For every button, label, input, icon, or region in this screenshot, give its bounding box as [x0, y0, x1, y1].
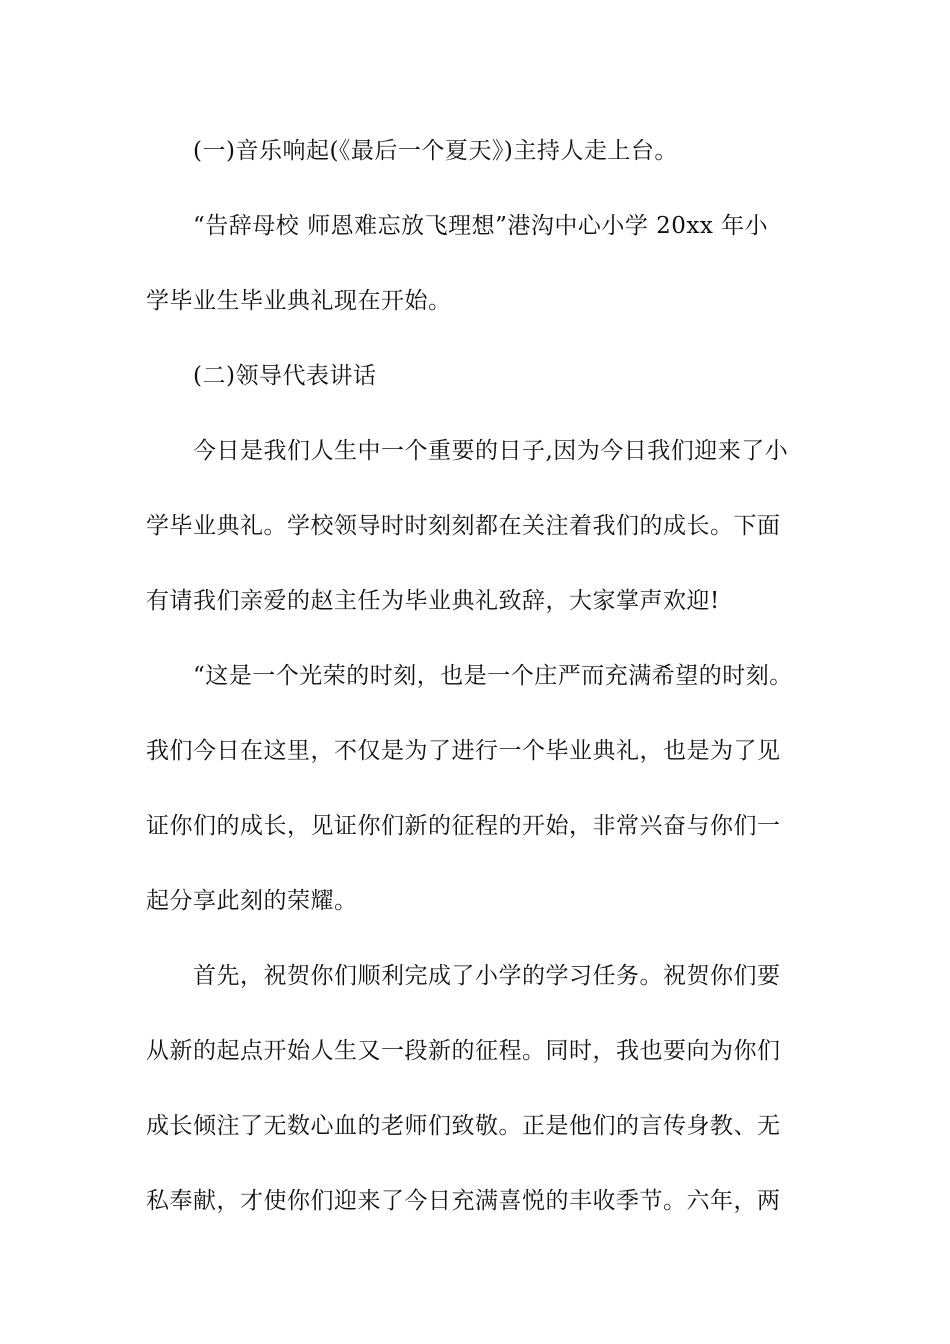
- text-line-5: 今日是我们人生中一个重要的日子,因为今日我们迎来了小: [193, 438, 789, 464]
- text-line-11: 起分享此刻的荣耀。: [146, 888, 358, 914]
- text-line-14: 成长倾注了无数心血的老师们致敬。正是他们的言传身教、无: [146, 1113, 781, 1139]
- text-line-12: 首先，祝贺你们顺利完成了小学的学习任务。祝贺你们要: [193, 963, 781, 989]
- text-line-9: 我们今日在这里，不仅是为了进行一个毕业典礼，也是为了见: [146, 738, 781, 764]
- text-line-13: 从新的起点开始人生又一段新的征程。同时，我也要向为你们: [146, 1038, 781, 1064]
- text-line-2: “告辞母校 师恩难忘放飞理想”港沟中心小学 20xx 年小: [193, 213, 769, 239]
- text-line-4: (二)领导代表讲话: [193, 363, 377, 389]
- text-line-6: 学毕业典礼。学校领导时时刻刻都在关注着我们的成长。下面: [146, 513, 781, 539]
- text-line-8: “这是一个光荣的时刻，也是一个庄严而充满希望的时刻。: [193, 663, 793, 689]
- text-line-10: 证你们的成长，见证你们新的征程的开始，非常兴奋与你们一: [146, 813, 781, 839]
- text-line-3: 学毕业生毕业典礼现在开始。: [146, 288, 452, 314]
- text-line-1: (一)音乐响起(《最后一个夏天》)主持人走上台。: [193, 138, 678, 164]
- text-line-7: 有请我们亲爱的赵主任为毕业典礼致辞，大家掌声欢迎!: [146, 588, 720, 614]
- text-line-15: 私奉献，才使你们迎来了今日充满喜悦的丰收季节。六年，两: [146, 1188, 781, 1214]
